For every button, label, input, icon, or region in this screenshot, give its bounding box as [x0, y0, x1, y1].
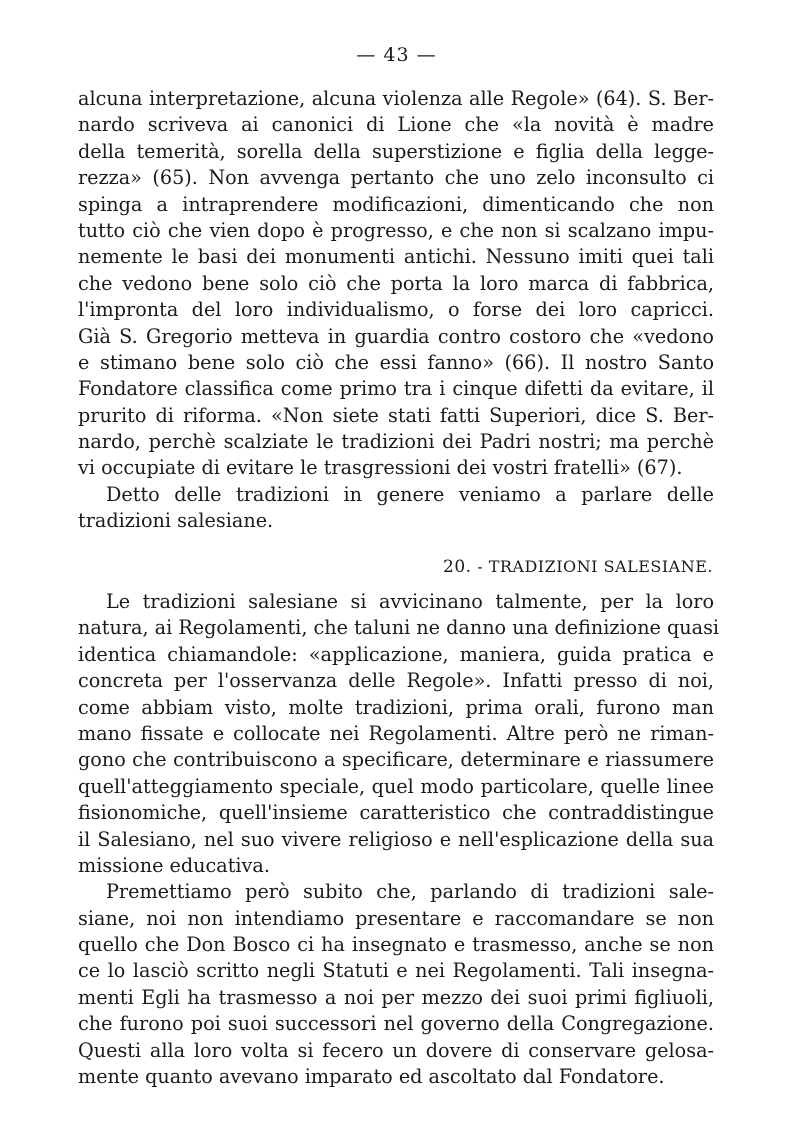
section-title: TRADIZIONI SALESIANE. [488, 557, 713, 576]
text-line: Le tradizioni salesiane si avvicinano talmente, per la loro [106, 590, 714, 613]
text-line: menti Egli ha trasmesso a noi per mezzo dei suoi primi figliuoli, [78, 985, 714, 1009]
text-line: rezza» (65). Non avvenga pertanto che uno zelo inconsulto ci [78, 166, 714, 190]
paragraph-salesian-traditions [78, 589, 720, 1090]
page-number: — 43 — [356, 44, 437, 66]
text-line: Detto delle tradizioni in genere veniamo a parlare delle [106, 482, 714, 506]
text-line: identica chiamandole: «applicazione, maniera, guida pratica e [78, 642, 714, 666]
text-line: che vedono bene solo ciò che porta la loro marca di fabbrica, [78, 271, 714, 295]
text-line: nardo, perchè scalziate le tradizioni dei Padri nostri; ma perchè [78, 430, 714, 454]
text-line: ce lo lasciò scritto negli Statuti e nei Regolamenti. Tali insegna- [78, 959, 714, 983]
text-line: mano fissate e collocate nei Regolamenti. Altre però ne riman- [78, 721, 714, 745]
text-line: prurito di riforma. «Non siete stati fatti Superiori, dice S. Ber- [78, 403, 714, 427]
text-line: nardo scriveva ai canonici di Lione che «la novità è madre [78, 113, 714, 137]
section-heading: 20. - TRADIZIONI SALESIANE. [443, 557, 713, 577]
paragraph-traditions-general [78, 86, 714, 535]
text-line: siane, noi non intendiamo presentare e raccomandare se non [78, 906, 714, 930]
text-line: nemente le basi dei monumenti antichi. Nessuno imiti quei tali [78, 245, 714, 269]
text-line: Premettiamo però subito che, parlando di tradizioni sale- [106, 880, 714, 904]
text-line: della temerità, sorella della superstizione e figlia della legge- [78, 139, 714, 163]
text-line: tradizioni salesiane. [78, 509, 274, 533]
text-line: il Salesiano, nel suo vivere religioso e nell'esplicazione della sua [78, 827, 714, 851]
text-line: Questi alla loro volta si fecero un dovere di conservare gelosa- [78, 1038, 714, 1062]
text-line: alcuna interpretazione, alcuna violenza alle Regole» (64). S. Ber- [78, 87, 714, 110]
text-line: quell'atteggiamento speciale, quel modo particolare, quelle linee [78, 774, 714, 798]
section-number: 20. [443, 557, 472, 577]
text-line: Già S. Gregorio metteva in guardia contro costoro che «vedono [78, 324, 714, 348]
text-line: l'impronta del loro individualismo, o forse dei loro capricci. [78, 298, 714, 322]
text-line: Fondatore classifica come primo tra i cinque difetti da evitare, il [78, 377, 714, 401]
text-line: gono che contribuiscono a specificare, determinare e riassumere [78, 748, 714, 772]
text-line: quello che Don Bosco ci ha insegnato e trasmesso, anche se non [78, 933, 714, 957]
text-line: natura, ai Regolamenti, che taluni ne danno una definizione quasi [78, 616, 720, 640]
text-line: che furono poi suoi successori nel governo della Congregazione. [78, 1012, 714, 1036]
text-line: come abbiam visto, molte tradizioni, prima orali, furono man [78, 695, 714, 719]
text-line: missione educativa. [78, 853, 270, 877]
text-line: fisionomiche, quell'insieme caratteristico che contraddistingue [78, 801, 714, 825]
text-line: tutto ciò che vien dopo è progresso, e che non si scalzano impu- [78, 218, 714, 242]
text-line: concreta per l'osservanza delle Regole». Infatti presso di noi, [78, 669, 714, 693]
text-line: spinga a intraprendere modificazioni, dimenticando che non [78, 192, 714, 216]
text-line: vi occupiate di evitare le trasgressioni dei vostri fratelli» (67). [78, 456, 683, 480]
text-line: e stimano bene solo ciò che essi fanno» (66). Il nostro Santo [78, 350, 714, 374]
text-line: mente quanto avevano imparato ed ascoltato dal Fondatore. [78, 1065, 665, 1089]
